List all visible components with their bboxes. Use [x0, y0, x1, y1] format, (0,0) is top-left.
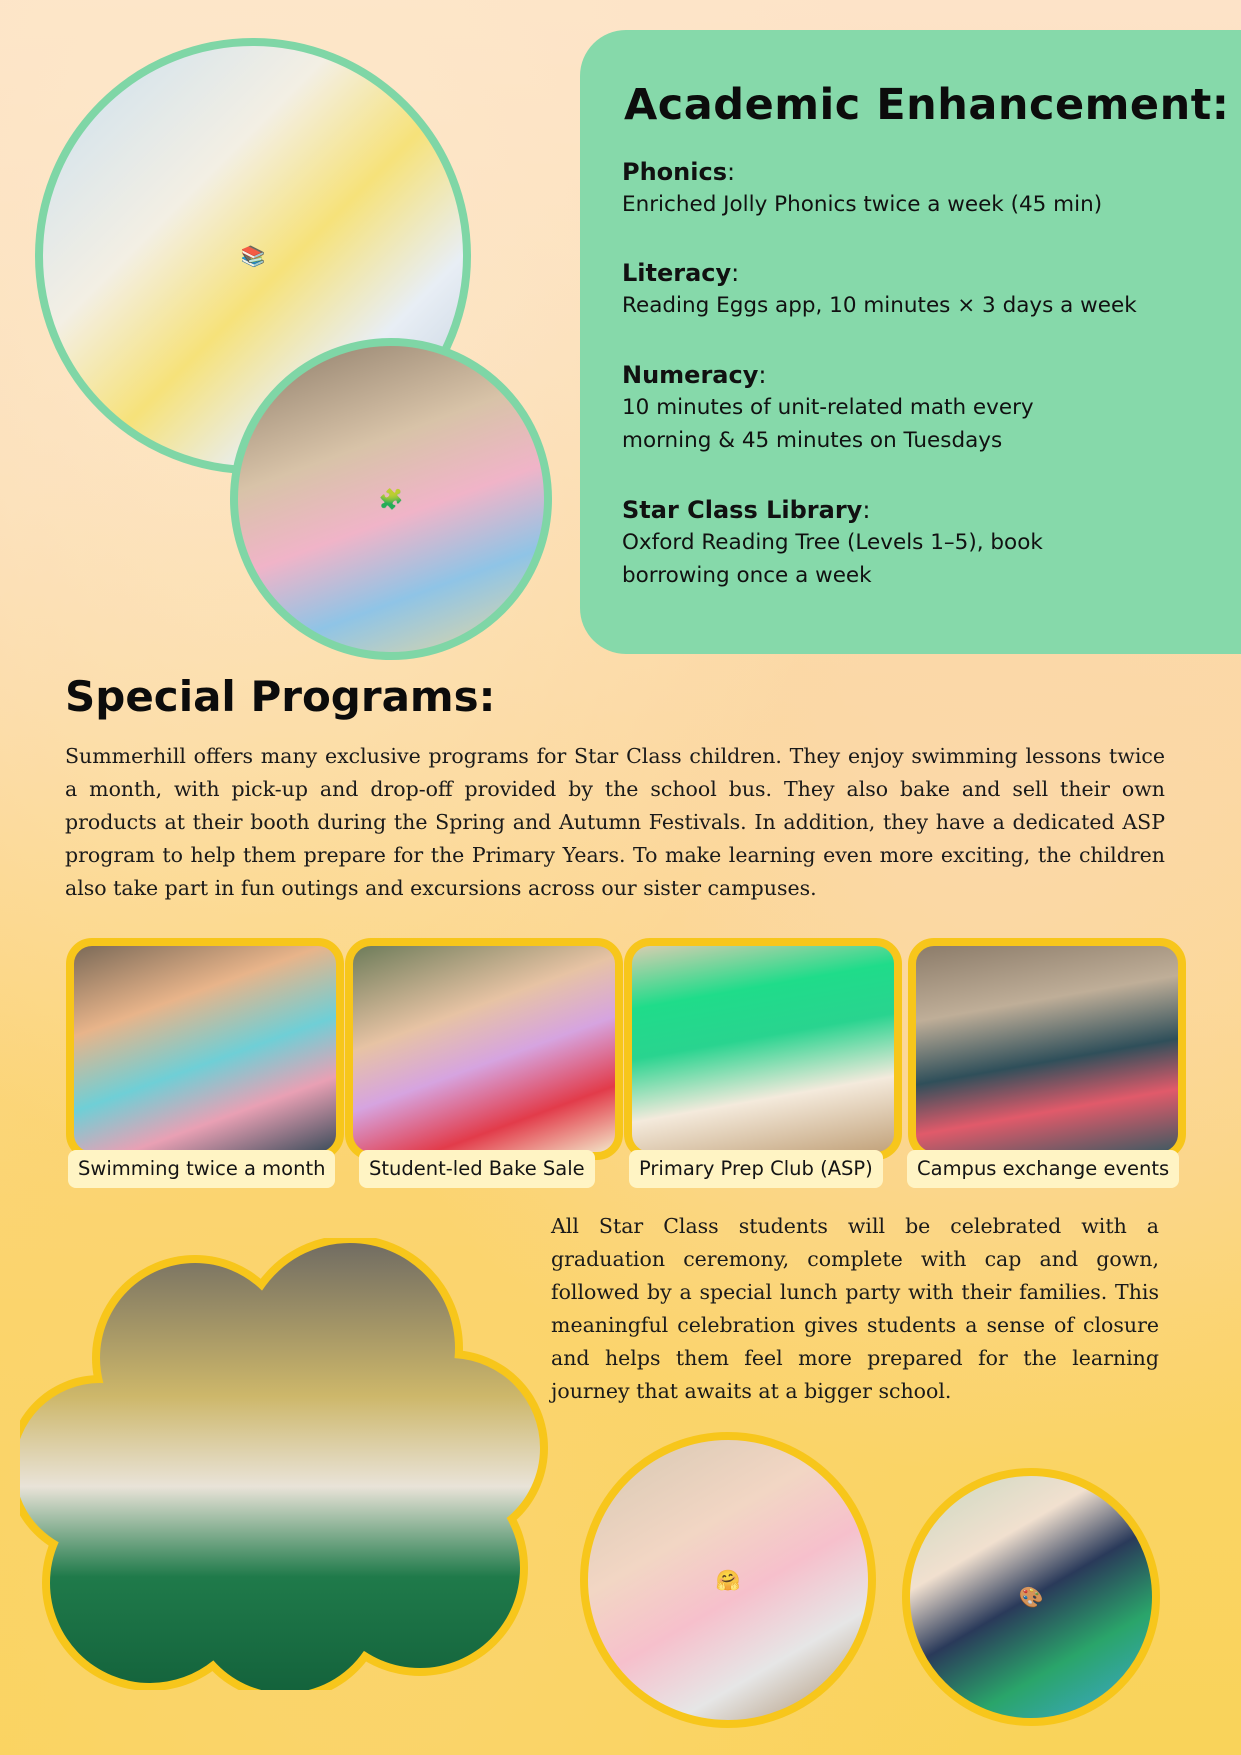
library-desc-line-1: Oxford Reading Tree (Levels 1–5), book	[622, 530, 1043, 555]
phonics-desc: Enriched Jolly Phonics twice a week (45 min)	[622, 192, 1103, 217]
classroom-floor-game-photo: 🧩	[230, 338, 552, 660]
numeracy-desc-line-1: 10 minutes of unit-related math every	[622, 395, 1034, 420]
classroom-reading-photo: 📚	[35, 38, 471, 474]
phonics-label: Phonics	[622, 158, 727, 186]
numeracy-label: Numeracy	[622, 361, 759, 389]
primary-prep-club-photo	[624, 938, 902, 1160]
primary-prep-club-caption: Primary Prep Club (ASP)	[629, 1150, 883, 1188]
hugging-friends-photo: 🤗	[580, 1432, 876, 1728]
bake-sale-caption: Student-led Bake Sale	[359, 1150, 595, 1188]
academic-enhancement-panel	[580, 30, 1241, 654]
special-programs-body: Summerhill offers many exclusive programs for Star Class children. They enjoy swimming lessons twice a month, with pick-up and drop-off provided by the school bus. They also bake and sell their own products at their booth during the Spring and Autumn Festivals. In addition, they have a dedicated ASP program to help them prepare for the Primary Years. To make learning even more exciting, the children also take part in fun outings and excursions across our sister campuses.	[65, 744, 1165, 900]
numeracy-item: Numeracy: 10 minutes of unit-related math every morning & 45 minutes on Tuesdays	[622, 361, 1222, 457]
special-programs-title: Special Programs:	[65, 672, 496, 721]
campus-exchange-photo	[908, 938, 1186, 1160]
bake-sale-photo	[345, 938, 623, 1160]
graduation-body: All Star Class students will be celebrated with a graduation ceremony, complete with cap and gown, followed by a special lunch party with their families. This meaningful celebration gives students a sense of closure and helps them feel more prepared for the learning journey that awaits at a bigger school.	[551, 1214, 1159, 1403]
academic-title: Academic Enhancement:	[624, 80, 1230, 130]
swimming-photo	[66, 938, 344, 1160]
swimming-caption: Swimming twice a month	[68, 1150, 335, 1188]
graduation-photo	[20, 1238, 550, 1690]
literacy-desc: Reading Eggs app, 10 minutes × 3 days a week	[622, 293, 1137, 318]
library-item: Star Class Library: Oxford Reading Tree (Levels 1–5), book borrowing once a week	[622, 496, 1222, 592]
library-desc-line-2: borrowing once a week	[622, 563, 872, 588]
literacy-label: Literacy	[622, 259, 732, 287]
diorama-project-photo: 🎨	[902, 1468, 1160, 1726]
numeracy-desc-line-2: morning & 45 minutes on Tuesdays	[622, 428, 1003, 453]
literacy-item: Literacy: Reading Eggs app, 10 minutes × 3 days a week	[622, 259, 1222, 322]
phonics-item: Phonics: Enriched Jolly Phonics twice a week (45 min)	[622, 158, 1222, 221]
campus-exchange-caption: Campus exchange events	[907, 1150, 1179, 1188]
library-label: Star Class Library	[622, 496, 863, 524]
